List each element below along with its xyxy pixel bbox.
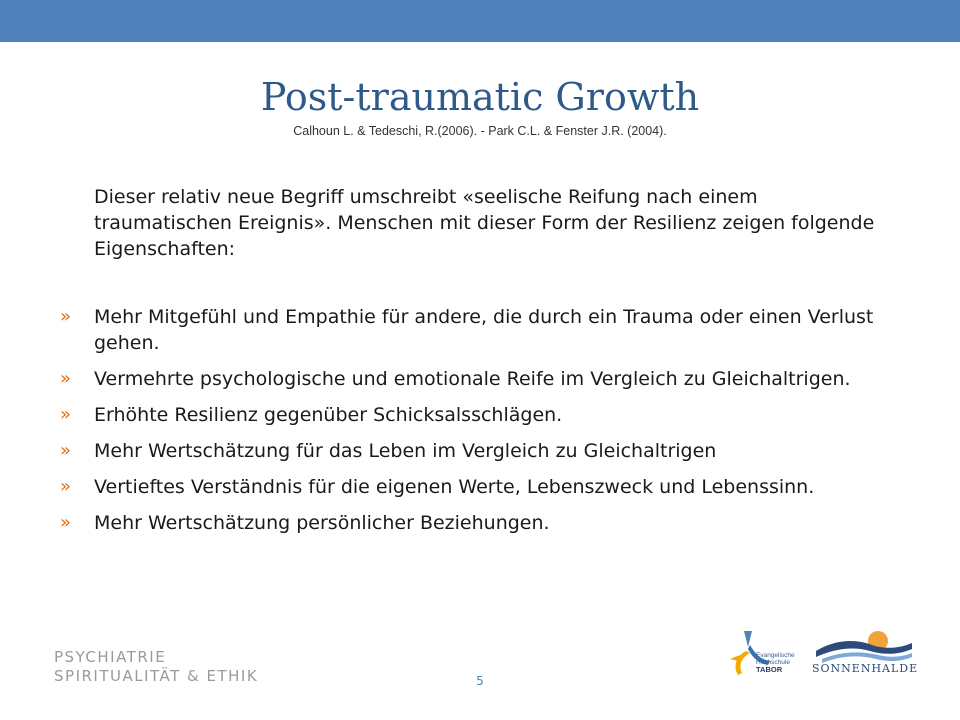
sonnenhalde-logo-text: SONNENHALDE — [812, 662, 919, 675]
bullet-text: Mehr Wertschätzung persönlicher Beziehungen. — [94, 512, 550, 534]
bullet-list — [60, 304, 920, 546]
footer-brand-line2: SPIRITUALITÄT & ETHIK — [54, 667, 259, 685]
footer-brand-line1: PSYCHIATRIE — [54, 648, 167, 666]
bullet-marker: » — [60, 440, 72, 461]
list-item — [60, 474, 920, 500]
list-item — [60, 510, 920, 536]
list-item — [60, 304, 920, 356]
bullet-marker: » — [60, 476, 72, 497]
bullet-text: Erhöhte Resilienz gegenüber Schicksalsschlägen. — [94, 404, 563, 426]
bullet-text: Mehr Mitgefühl und Empathie für andere, die durch ein Trauma oder einen Verlust gehen. — [94, 306, 874, 354]
slide-title: Post-traumatic Growth — [260, 75, 700, 119]
bullet-text: Mehr Wertschätzung für das Leben im Vergleich zu Gleichaltrigen — [94, 440, 717, 462]
tabor-logo-text: Evangelische Hochschule TABOR — [756, 652, 795, 674]
bullet-text: Vertieftes Verständnis für die eigenen Werte, Lebenszweck und Lebenssinn. — [94, 476, 815, 498]
list-item — [60, 366, 920, 392]
bullet-marker: » — [60, 368, 72, 389]
bullet-marker: » — [60, 404, 72, 425]
bullet-marker: » — [60, 512, 72, 533]
intro-paragraph: Dieser relativ neue Begriff umschreibt «seelische Reifung nach einem traumatischen Ereignis». Menschen mit dieser Form der Resilienz zeigen folgende Eigenschaften: — [94, 186, 875, 260]
bullet-marker: » — [60, 306, 72, 327]
citation: Calhoun L. & Tedeschi, R.(2006). - Park C.L. & Fenster J.R. (2004). — [293, 124, 667, 138]
list-item — [60, 402, 920, 428]
list-item — [60, 438, 920, 464]
top-bar — [0, 0, 960, 42]
page-number: 5 — [476, 674, 484, 688]
bullet-text: Vermehrte psychologische und emotionale Reife im Vergleich zu Gleichaltrigen. — [94, 368, 851, 390]
